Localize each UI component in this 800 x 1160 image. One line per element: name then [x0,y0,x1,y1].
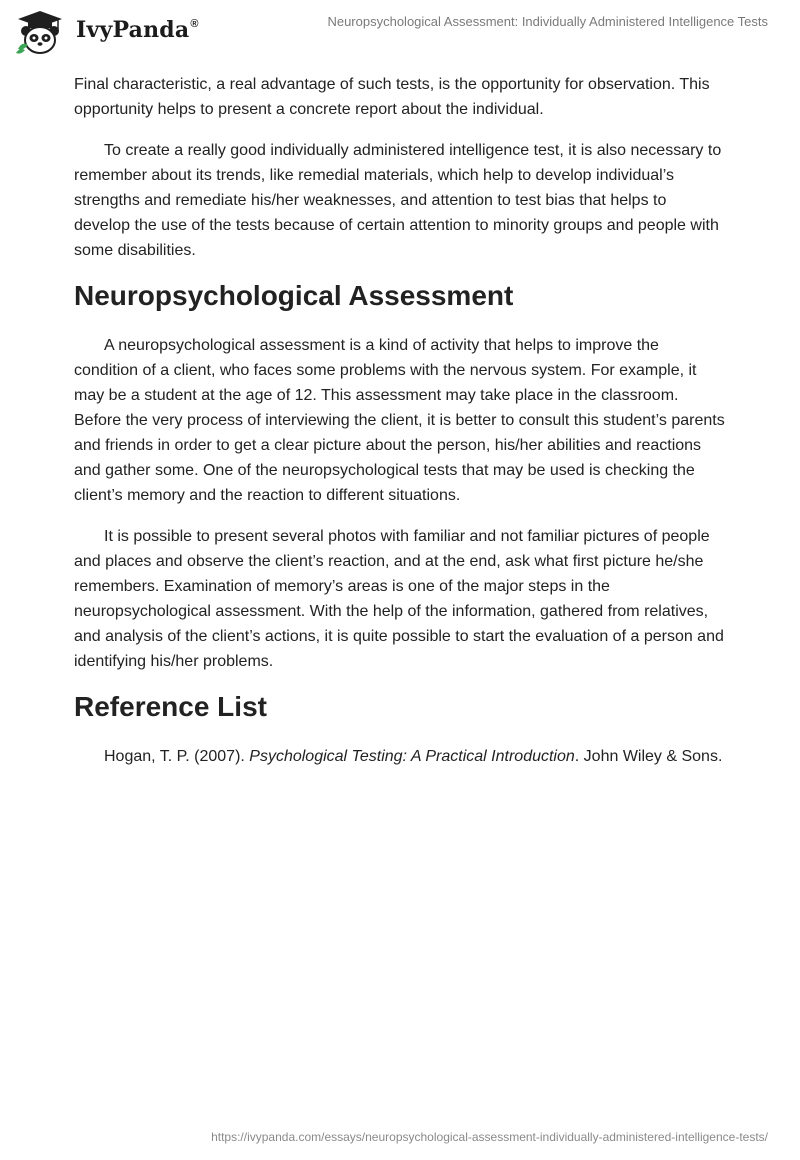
reference-authors: Hogan, T. P. (2007). [104,748,250,765]
panda-graduate-icon [14,9,66,55]
logo-wordmark: IvyPanda® [76,17,199,43]
reference-book-title: Psychological Testing: A Practical Introduction [249,748,575,765]
essay-body [74,72,726,785]
document-title: Neuropsychological Assessment: Individually Administered Intelligence Tests [327,14,768,29]
page-header [0,0,800,62]
heading-reference-list: Reference List [74,691,267,722]
reference-publisher: . John Wiley & Sons. [574,748,723,765]
paragraph-assessment-description: A neuropsychological assessment is a kind of activity that helps to improve the condition of a client, who faces some problems with the nervous system. For example, it may be a student at the age of 12. This assessment may take place in the classroom. Before the very process of interviewing the client, it is better to consult this student’s parents and friends in order to get a clear picture about the person, his/her abilities and reactions and gather some. One of the neuropsychological tests that may be used is checking the client’s memory and the reaction to different situations. [74,337,725,504]
reference-entry [74,744,726,769]
registered-mark: ® [190,18,199,30]
heading-neuropsychological-assessment: Neuropsychological Assessment [74,280,514,311]
source-url-link[interactable]: https://ivypanda.com/essays/neuropsychological-assessment-individually-administered-intelligence-tests/ [211,1130,768,1144]
ivypanda-logo[interactable] [14,8,199,56]
paragraph-memory-examination: It is possible to present several photos with familiar and not familiar pictures of people and places and observe the client’s reaction, and at the end, ask what first picture he/she remembers. Examination of memory’s areas is one of the major steps in the neuropsychological assessment. With the help of the information, gathered from relatives, and analysis of the client’s actions, it is quite possible to start the evaluation of a person and identifying his/her problems. [74,528,724,670]
paragraph-final-characteristic: Final characteristic, a real advantage of such tests, is the opportunity for observation. This opportunity helps to present a concrete report about the individual. [74,76,710,118]
paragraph-test-trends: To create a really good individually administered intelligence test, it is also necessary to remember about its trends, like remedial materials, which help to develop individual’s strengths and remediate his/her weaknesses, and attention to test bias that helps to develop the use of the tests because of certain attention to minority groups and people with some disabilities. [74,142,722,259]
